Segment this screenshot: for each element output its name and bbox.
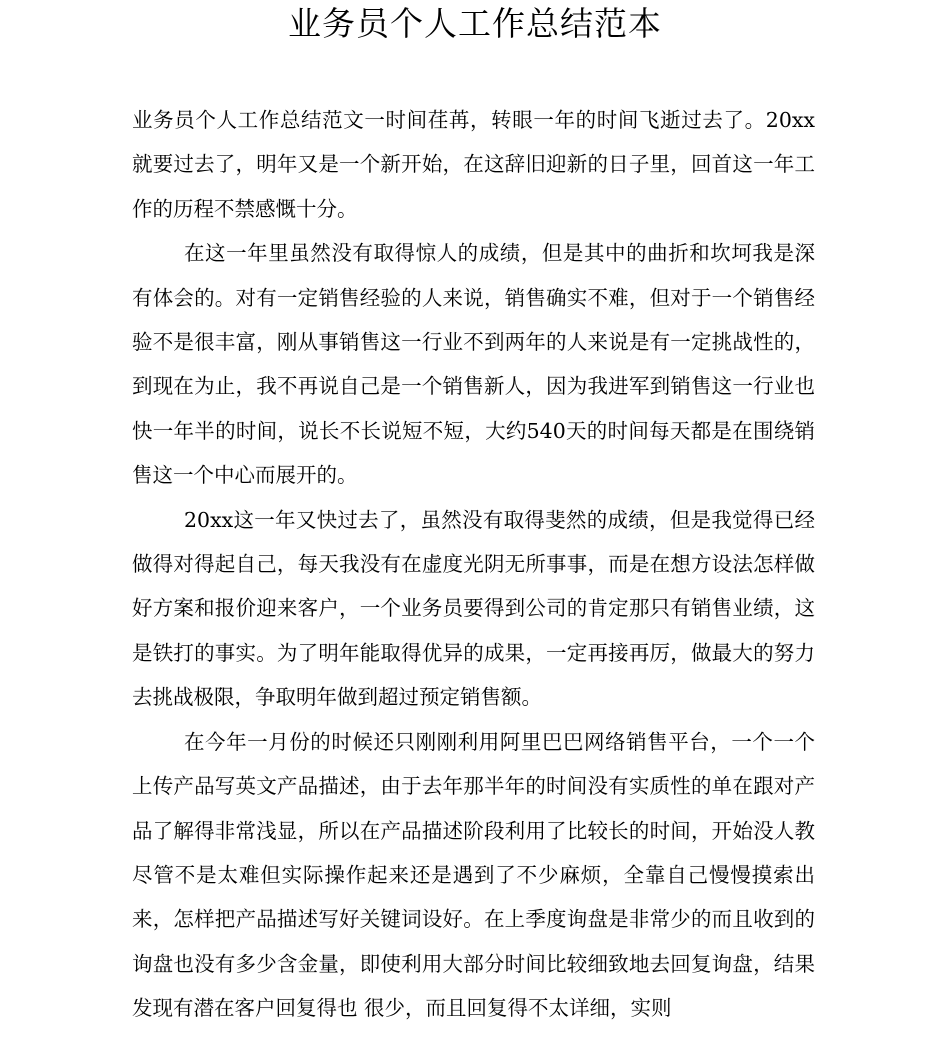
paragraph-3: 20xx这一年又快过去了，虽然没有取得斐然的成绩，但是我觉得已经做得对得起自己，每天我没有在虚度光阴无所事事，而是在想方设法怎样做好方案和报价迎来客户，一个业务员要得到公司的肯定那只有销售业绩，这是铁打的事实。为了明年能取得优异的成果，一定再接再厉，做最大的努力去挑战极限，争取明年做到超过预定销售额。 (132, 507, 815, 710)
paragraph-2: 在这一年里虽然没有取得惊人的成绩，但是其中的曲折和坎坷我是深有体会的。对有一定销售经验的人来说，销售确实不难，但对于一个销售经验不是很丰富，刚从事销售这一行业不到两年的人来说是有一定挑战性的，到现在为止，我不再说自己是一个销售新人，因为我进军到销售这一行业也快一年半的时间，说长不长说短不短，大约540天的时间每天都是在围绕销售这一个中心而展开的。 (132, 241, 815, 488)
paragraph-4: 在今年一月份的时候还只刚刚利用阿里巴巴网络销售平台，一个一个上传产品写英文产品描述，由于去年那半年的时间没有实质性的单在跟对产品了解得非常浅显，所以在产品描述阶段利用了比较长的时间，开始没人教尽管不是太难但实际操作起来还是遇到了不少麻烦，全靠自己慢慢摸索出来，怎样把产品描述写好关键词设好。在上季度询盘是非常少的而且收到的询盘也没有多少含金量，即使利用大部分时间比较细致地去回复询盘，结果发现有潜在客户回复得也 很少，而且回复得不太详细，实则 (132, 729, 815, 1021)
document-body (132, 98, 815, 1031)
paragraph-1: 业务员个人工作总结范文一时间荏苒，转眼一年的时间飞逝过去了。20xx就要过去了，明年又是一个新开始，在这辞旧迎新的日子里，回首这一年工作的历程不禁感慨十分。 (132, 108, 815, 221)
document-title: 业务员个人工作总结范本 (288, 4, 662, 43)
